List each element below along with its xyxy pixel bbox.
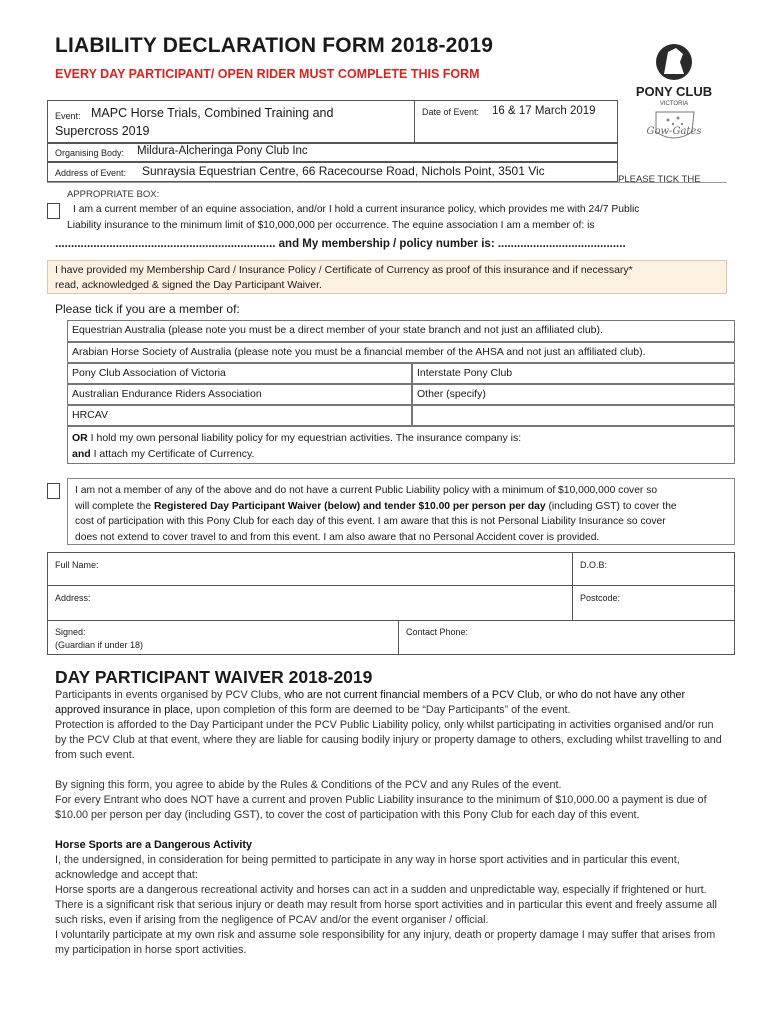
not-member-line4: does not extend to cover travel to and from this event. I am also aware that no Personal Accident cover is provided. [75, 531, 600, 543]
address-label: Address of Event: [55, 168, 127, 178]
event-value-2[interactable]: Supercross 2019 [55, 124, 150, 138]
postcode-field[interactable]: Postcode: [580, 593, 621, 603]
form-subtitle: EVERY DAY PARTICIPANT/ OPEN RIDER MUST COMPLETE THIS FORM [55, 67, 480, 81]
member-pcv[interactable] [67, 363, 412, 384]
date-label: Date of Event: [422, 107, 480, 117]
details-divider-v [398, 620, 399, 655]
not-member-text [75, 483, 677, 545]
details-divider-v [572, 552, 573, 620]
signed-field[interactable]: Signed: [55, 627, 86, 637]
details-divider [47, 620, 735, 621]
waiver-p5: I, the undersigned, in consideration for being permitted to participate in any way in horse sport activities and in particular this event, acknowledge and accept that: [55, 854, 680, 881]
waiver-p1: Participants in events organised by PCV Clubs, who are not current financial members of a PCV Club, or who do not have any other approved insurance in place, upon completion of this form are deemed to be “Day Participants” of the event. [55, 689, 686, 716]
not-member-line1: I am not a member of any of the above and do not have a current Public Liability policy with a minimum of $10,000,000 cover so [75, 485, 658, 496]
member-pcv-label: Pony Club Association of Victoria [72, 367, 226, 379]
member-hrcav[interactable] [67, 405, 412, 426]
logo-text: PONY CLUB [635, 84, 713, 99]
member-other-label: Other (specify) [417, 388, 486, 400]
option-member-line2: Liability insurance to the minimum limit of $10,000,000 per occurrence. The equine association I am a member of: is [67, 220, 595, 231]
waiver-p4: For every Entrant who does NOT have a current and proven Public Liability insurance to the minimum of $10,000.00 a payment is due of $10.00 per person per day (including GST), to cover the cost of participation with this Pony Club for each day of this event. [55, 794, 707, 821]
event-value[interactable]: MAPC Horse Trials, Combined Training and [91, 106, 334, 120]
waiver-heading: DAY PARTICIPANT WAIVER 2018-2019 [55, 667, 373, 687]
full-name-field[interactable]: Full Name: [55, 560, 99, 570]
waiver-p7: There is a significant risk that serious injury or death may result from horse sport activities and in particular this event and freely assume all such risks, even if arising from the negligence of PCAV and/or the event organiser / official. [55, 899, 717, 926]
own-or: OR [72, 432, 88, 444]
member-arabian-label: Arabian Horse Society of Australia (please note you must be a financial member of the AHSA and not just an affiliated club). [72, 346, 646, 358]
waiver-p2: Protection is afforded to the Day Participant under the PCV Public Liability policy, only whilst participating in activities organised and/or run by the PCV Club at that event, where they are liable for causing bodily injury or property damage to others, excluding whilst travelling to and from such event. [55, 719, 722, 761]
member-other[interactable] [412, 384, 735, 405]
own-line2: I attach my Certificate of Currency. [90, 448, 255, 460]
tick-checkbox-not-member[interactable] [47, 483, 60, 499]
waiver-subheading: Horse Sports are a Dangerous Activity [55, 839, 253, 851]
member-ea-label: Equestrian Australia (please note you must be a direct member of your state branch and not just an affiliated club). [72, 324, 603, 336]
dob-field[interactable]: D.O.B: [580, 560, 608, 570]
event-label: Event: [55, 111, 81, 121]
not-member-line3: cost of participation with this Pony Club for each day of this event. I am aware that this is not Personal Liability Insurance so cover [75, 516, 666, 527]
form-title: LIABILITY DECLARATION FORM 2018-2019 [55, 34, 494, 57]
date-value[interactable]: 16 & 17 March 2019 [492, 105, 596, 117]
provided-note-line2: read, acknowledged & signed the Day Participant Waiver. [55, 279, 322, 291]
address-field[interactable]: Address: [55, 593, 91, 603]
member-aera[interactable] [67, 384, 412, 405]
address-value[interactable]: Sunraysia Equestrian Centre, 66 Racecourse Road, Nichols Point, 3501 Vic [142, 164, 545, 178]
waiver-body [55, 688, 725, 958]
option-member-line1: I am a current member of an equine association, and/or I hold a current insurance policy, which provides me with 24/7 Public [73, 204, 640, 215]
member-hrcav-label: HRCAV [72, 409, 108, 421]
not-member-line2: will complete the Registered Day Participant Waiver (below) and tender $10.00 per person per day (including GST) to cover the [75, 500, 677, 512]
tick-label-right: PLEASE TICK THE [618, 174, 701, 185]
org-label: Organising Body: [55, 148, 125, 158]
member-ea[interactable] [67, 320, 735, 342]
member-arabian[interactable] [67, 342, 735, 363]
provided-note-line1: I have provided my Membership Card / Insurance Policy / Certificate of Currency as proof of this insurance and if necessary* [55, 264, 633, 276]
member-interstate-label: Interstate Pony Club [417, 367, 513, 379]
org-box [47, 143, 618, 162]
horse-head-icon [628, 40, 720, 165]
logo-signature: Gow-Gates [646, 126, 702, 137]
pony-club-logo [628, 40, 720, 165]
own-line1: I hold my own personal liability policy for my equestrian activities. The insurance company is: [87, 432, 522, 444]
waiver-p3: By signing this form, you agree to abide by the Rules & Conditions of the PCV and any Rules of the event. [55, 779, 562, 791]
details-divider [47, 585, 735, 586]
contact-phone-field[interactable]: Contact Phone: [406, 627, 469, 637]
details-table [47, 552, 735, 655]
member-aera-label: Australian Endurance Riders Association [72, 388, 262, 400]
members-heading: Please tick if you are a member of: [55, 302, 240, 316]
waiver-p8: I voluntarily participate at my own risk and assume sole responsibility for any injury, death or property damage I may suffer that arises from my participation in horse sport activities. [55, 929, 716, 956]
logo-subtext: VICTORIA [659, 101, 689, 107]
org-value[interactable]: Mildura-Alcheringa Pony Club Inc [137, 145, 308, 157]
member-own-policy[interactable] [67, 426, 735, 464]
membership-number-line[interactable]: ..................................................................... and My membership / policy number is: ........................................ [55, 238, 626, 250]
member-interstate[interactable] [412, 363, 735, 384]
waiver-p6: Horse sports are a dangerous recreational activity and horses can act in a sudden and unpredictable way, especially if frightened or hurt. [55, 884, 707, 896]
member-other-blank[interactable] [412, 405, 735, 426]
own-and: and [72, 448, 91, 460]
guardian-note: (Guardian if under 18) [55, 640, 144, 650]
tick-checkbox-member[interactable] [47, 203, 60, 219]
tick-label-left: APPROPRIATE BOX: [67, 189, 160, 200]
